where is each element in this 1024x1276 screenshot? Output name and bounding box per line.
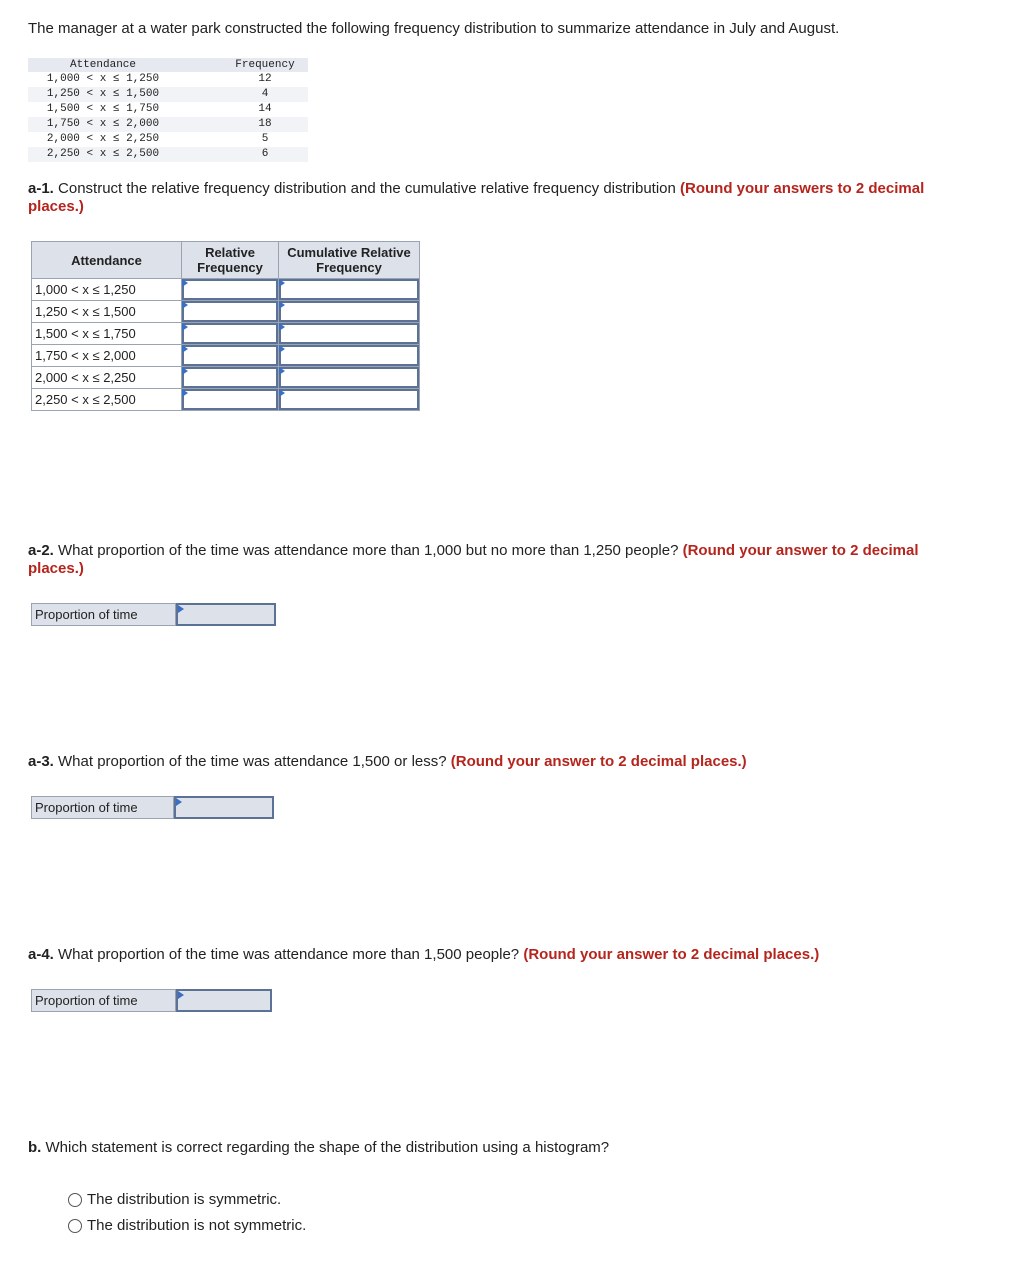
cumulative-frequency-input[interactable]	[279, 323, 420, 345]
source-header-attendance: Attendance	[28, 58, 222, 72]
question-a2	[28, 542, 978, 578]
header-cumulative-relative-frequency: Cumulative Relative Frequency	[279, 242, 420, 279]
relative-frequency-input[interactable]	[182, 345, 279, 367]
proportion-input-a4[interactable]	[176, 989, 272, 1012]
flag-icon	[182, 389, 188, 397]
source-attendance-cell: 1,000 < x ≤ 1,250	[46, 73, 160, 85]
header-attendance: Attendance	[32, 242, 182, 279]
question-label: b.	[28, 1139, 42, 1156]
flag-icon	[279, 367, 285, 375]
attendance-cell: 1,000 < x ≤ 1,250	[32, 279, 182, 301]
source-attendance-cell: 1,500 < x ≤ 1,750	[46, 103, 160, 115]
flag-icon	[279, 345, 285, 353]
attendance-cell: 1,750 < x ≤ 2,000	[32, 345, 182, 367]
attendance-cell: 2,000 < x ≤ 2,250	[32, 367, 182, 389]
source-frequency-cell: 4	[222, 87, 308, 102]
question-label: a-4.	[28, 946, 54, 963]
intro-text: The manager at a water park constructed the following frequency distribution to summarize attendance in July and August.	[28, 20, 840, 37]
flag-icon	[178, 991, 184, 999]
table-row	[32, 323, 420, 345]
table-row	[32, 367, 420, 389]
relative-frequency-input[interactable]	[182, 367, 279, 389]
cumulative-frequency-input[interactable]	[279, 389, 420, 411]
question-a4	[28, 946, 978, 964]
table-row	[32, 345, 420, 367]
table-row	[28, 132, 308, 147]
radio-circle-icon[interactable]	[68, 1219, 82, 1233]
flag-icon	[279, 389, 285, 397]
attendance-cell: 2,250 < x ≤ 2,500	[32, 389, 182, 411]
question-text: What proportion of the time was attendance more than 1,000 but no more than 1,250 people?	[53, 542, 683, 559]
relative-frequency-input[interactable]	[182, 279, 279, 301]
table-row	[32, 301, 420, 323]
radio-option-not-symmetric[interactable]	[68, 1217, 306, 1234]
rounding-hint: (Round your answer to 2 decimal places.)	[523, 946, 820, 963]
proportion-label: Proportion of time	[31, 603, 176, 626]
table-row	[28, 87, 308, 102]
radio-circle-icon[interactable]	[68, 1193, 82, 1207]
rounding-hint: (Round your answer to 2 decimal places.)	[28, 542, 919, 577]
flag-icon	[279, 279, 285, 287]
radio-option-label: The distribution is symmetric.	[87, 1191, 282, 1208]
flag-icon	[182, 345, 188, 353]
question-label: a-3.	[28, 753, 54, 770]
answer-row-a3	[31, 796, 274, 819]
question-b	[28, 1139, 978, 1157]
question-text: Construct the relative frequency distribution and the cumulative relative frequency distribution	[53, 180, 681, 197]
rounding-hint: (Round your answer to 2 decimal places.)	[450, 753, 747, 770]
source-attendance-cell: 2,250 < x ≤ 2,500	[28, 147, 222, 162]
table-row	[28, 117, 308, 132]
proportion-input-a2[interactable]	[176, 603, 276, 626]
source-attendance-cell: 1,750 < x ≤ 2,000	[28, 117, 222, 132]
header-relative-frequency: Relative Frequency	[182, 242, 279, 279]
relative-frequency-input[interactable]	[182, 301, 279, 323]
radio-option-label: The distribution is not symmetric.	[87, 1217, 307, 1234]
question-label: a-2.	[28, 542, 54, 559]
flag-icon	[182, 367, 188, 375]
attendance-cell: 1,250 < x ≤ 1,500	[32, 301, 182, 323]
table-row	[32, 389, 420, 411]
flag-icon	[176, 798, 182, 806]
source-frequency-cell: 18	[222, 117, 308, 132]
source-attendance-cell: 2,000 < x ≤ 2,250	[46, 133, 160, 145]
relative-frequency-table	[31, 241, 420, 411]
relative-frequency-input[interactable]	[182, 323, 279, 345]
table-row	[32, 279, 420, 301]
cumulative-frequency-input[interactable]	[279, 345, 420, 367]
flag-icon	[182, 301, 188, 309]
rounding-hint: (Round your answers to 2 decimal places.)	[28, 180, 925, 215]
question-text: What proportion of the time was attendance more than 1,500 people?	[53, 946, 524, 963]
cumulative-frequency-input[interactable]	[279, 301, 420, 323]
flag-icon	[178, 605, 184, 613]
question-a1	[28, 180, 978, 216]
question-text: What proportion of the time was attendance 1,500 or less?	[53, 753, 451, 770]
answer-row-a4	[31, 989, 272, 1012]
relative-frequency-input[interactable]	[182, 389, 279, 411]
flag-icon	[182, 323, 188, 331]
source-attendance-cell: 1,250 < x ≤ 1,500	[28, 87, 222, 102]
source-frequency-cell: 6	[222, 147, 308, 162]
source-frequency-cell: 5	[261, 133, 269, 145]
question-a3	[28, 753, 978, 771]
flag-icon	[279, 301, 285, 309]
source-frequency-cell: 12	[258, 73, 272, 85]
question-label: a-1.	[28, 180, 54, 197]
table-row	[28, 102, 308, 117]
attendance-cell: 1,500 < x ≤ 1,750	[32, 323, 182, 345]
radio-option-symmetric[interactable]	[68, 1191, 281, 1208]
source-frequency-cell: 14	[258, 103, 272, 115]
cumulative-frequency-input[interactable]	[279, 279, 420, 301]
proportion-input-a3[interactable]	[174, 796, 274, 819]
answer-row-a2	[31, 603, 276, 626]
cumulative-frequency-input[interactable]	[279, 367, 420, 389]
proportion-label: Proportion of time	[31, 796, 174, 819]
flag-icon	[279, 323, 285, 331]
question-text: Which statement is correct regarding the shape of the distribution using a histogram?	[41, 1139, 610, 1156]
flag-icon	[182, 279, 188, 287]
table-row	[28, 72, 308, 87]
table-row	[28, 147, 308, 162]
source-frequency-table	[28, 58, 308, 162]
proportion-label: Proportion of time	[31, 989, 176, 1012]
source-header-frequency: Frequency	[222, 58, 308, 72]
